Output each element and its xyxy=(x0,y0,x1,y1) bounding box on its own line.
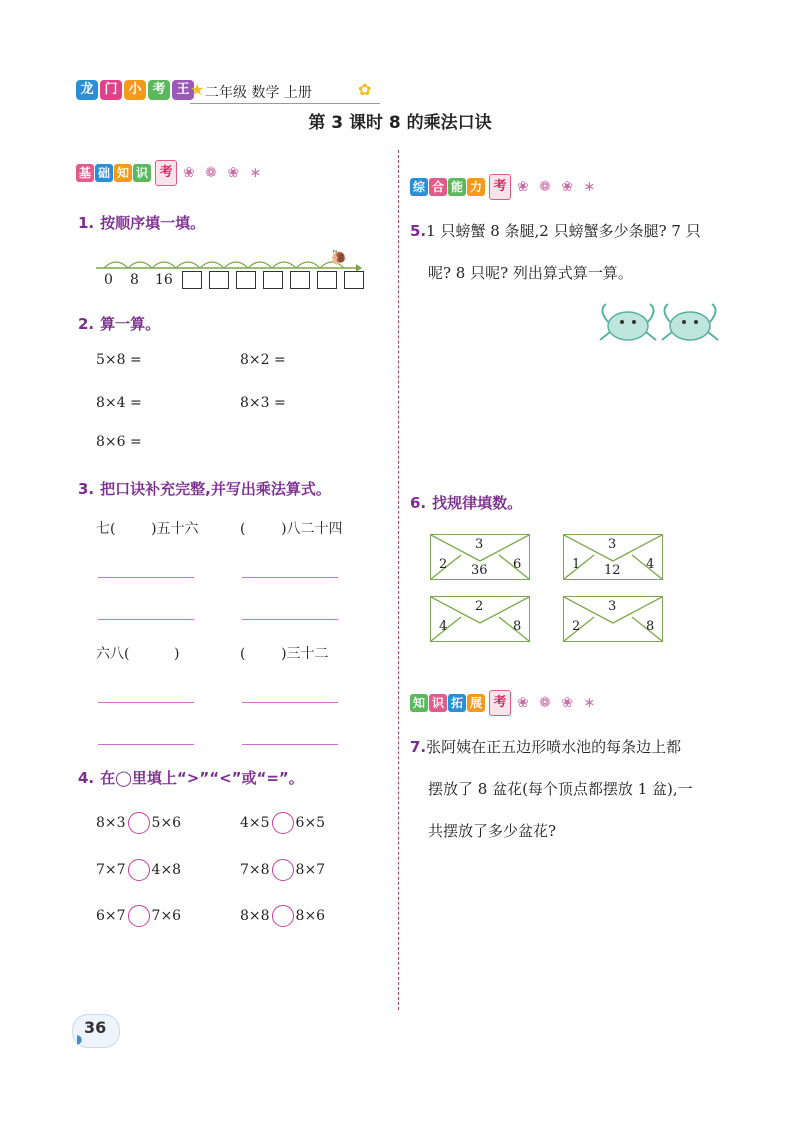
kao-badge: 考 xyxy=(155,160,177,186)
envelope-center: 12 xyxy=(604,563,621,578)
right-expr: 4×8 xyxy=(151,862,182,878)
answer-line[interactable] xyxy=(242,702,338,703)
envelope-top: 2 xyxy=(475,599,484,614)
right-expr: 7×6 xyxy=(151,908,182,924)
section-badge-zonghe xyxy=(410,174,598,200)
number-label: 16 xyxy=(155,272,173,288)
question-number: 3. xyxy=(78,480,95,498)
question-text: 把口诀补充完整,并写出乘法算式。 xyxy=(100,480,331,498)
header-underline xyxy=(190,103,380,104)
badge-char: 基 xyxy=(76,164,94,182)
expression: 8×6 = xyxy=(96,434,142,450)
question-number: 7. xyxy=(410,738,427,756)
question-5-line: 呢? 8 只呢? 列出算式算一算。 xyxy=(428,264,633,282)
section-badge-zhishi xyxy=(410,690,598,716)
section-badge-jichu xyxy=(76,160,264,186)
compare-circle[interactable] xyxy=(128,859,150,881)
left-expr: 8×3 xyxy=(96,815,126,831)
answer-line[interactable] xyxy=(98,619,194,620)
badge-char: 识 xyxy=(133,164,151,182)
answer-box[interactable] xyxy=(344,271,364,289)
compare-row xyxy=(240,859,325,881)
column-divider xyxy=(398,150,399,1010)
compare-circle[interactable] xyxy=(272,905,294,927)
compare-circle[interactable] xyxy=(272,812,294,834)
expression: 8×2 = xyxy=(240,352,286,368)
rhyme-item: 六八( ) xyxy=(96,646,180,662)
question-5-line xyxy=(410,220,701,241)
brand-char: 考 xyxy=(148,80,170,100)
butterfly-icon: ✿ xyxy=(358,80,372,99)
star-icon: ★ xyxy=(190,80,205,99)
left-expr: 8×8 xyxy=(240,908,270,924)
envelope-top: 3 xyxy=(608,537,617,552)
envelope-center: 36 xyxy=(471,563,488,578)
question-4-heading xyxy=(78,767,304,788)
compare-row xyxy=(240,812,325,834)
expression: 8×3 = xyxy=(240,395,286,411)
crab-illustration xyxy=(596,298,724,346)
badge-char: 识 xyxy=(429,694,447,712)
question-text: 1 只螃蟹 8 条腿,2 只螃蟹多少条腿? 7 只 xyxy=(426,222,701,240)
compare-circle[interactable] xyxy=(128,812,150,834)
butterfly-icon: ❀ ❁ ❀ ∗ xyxy=(517,179,599,195)
answer-line[interactable] xyxy=(242,744,338,745)
butterfly-icon: ❀ ❁ ❀ ∗ xyxy=(517,695,599,711)
badge-char: 拓 xyxy=(448,694,466,712)
right-expr: 8×6 xyxy=(295,908,326,924)
butterfly-icon: ❀ ❁ ❀ ∗ xyxy=(183,165,265,181)
badge-char: 知 xyxy=(114,164,132,182)
compare-circle[interactable] xyxy=(128,905,150,927)
brand-char: 小 xyxy=(124,80,146,100)
answer-box[interactable] xyxy=(317,271,337,289)
rhyme-item: ( )八二十四 xyxy=(240,521,343,537)
envelope-top: 3 xyxy=(475,537,484,552)
right-expr: 6×5 xyxy=(295,815,326,831)
page-number: 36 xyxy=(84,1018,107,1037)
question-number: 2. xyxy=(78,315,95,333)
question-2-heading xyxy=(78,313,160,334)
badge-char: 知 xyxy=(410,694,428,712)
answer-box[interactable] xyxy=(182,271,202,289)
envelope-right: 8 xyxy=(646,619,655,634)
badge-char: 展 xyxy=(467,694,485,712)
question-number: 6. xyxy=(410,494,427,512)
brand-char: 龙 xyxy=(76,80,98,100)
answer-box[interactable] xyxy=(209,271,229,289)
brand-logo xyxy=(76,80,194,100)
question-text: 张阿姨在正五边形喷水池的每条边上都 xyxy=(426,738,682,756)
left-expr: 4×5 xyxy=(240,815,270,831)
answer-box[interactable] xyxy=(290,271,310,289)
question-text: 算一算。 xyxy=(100,315,161,333)
brand-char: 门 xyxy=(100,80,122,100)
question-text: 找规律填数。 xyxy=(432,494,523,512)
answer-line[interactable] xyxy=(242,619,338,620)
envelope-right: 4 xyxy=(646,557,655,572)
brand-char: 王 xyxy=(172,80,194,100)
badge-char: 合 xyxy=(429,178,447,196)
question-number: 5. xyxy=(410,222,427,240)
snail-icon: 🐌 xyxy=(330,250,348,266)
expression: 8×4 = xyxy=(96,395,142,411)
badge-char: 力 xyxy=(467,178,485,196)
compare-circle[interactable] xyxy=(272,859,294,881)
badge-char: 综 xyxy=(410,178,428,196)
envelope-figure xyxy=(430,596,530,642)
expression: 5×8 = xyxy=(96,352,142,368)
answer-line[interactable] xyxy=(242,577,338,578)
question-6-heading xyxy=(410,492,522,513)
kao-badge: 考 xyxy=(489,690,511,716)
answer-line[interactable] xyxy=(98,744,194,745)
question-7-line: 共摆放了多少盆花? xyxy=(428,822,557,840)
compare-row xyxy=(96,812,181,834)
answer-boxes xyxy=(182,271,371,293)
envelope-right: 6 xyxy=(513,557,522,572)
kao-badge: 考 xyxy=(489,174,511,200)
question-text: 在◯里填上“>”“<”或“=”。 xyxy=(100,769,304,787)
envelope-top: 3 xyxy=(608,599,617,614)
compare-row xyxy=(96,859,181,881)
number-line xyxy=(94,252,364,272)
envelope-figure xyxy=(563,534,663,580)
question-1-heading xyxy=(78,212,205,233)
badge-char: 础 xyxy=(95,164,113,182)
number-label: 8 xyxy=(130,272,139,288)
right-expr: 8×7 xyxy=(295,862,326,878)
left-expr: 7×8 xyxy=(240,862,270,878)
answer-line[interactable] xyxy=(98,577,194,578)
badge-char: 能 xyxy=(448,178,466,196)
question-3-heading xyxy=(78,478,331,499)
answer-box[interactable] xyxy=(263,271,283,289)
right-expr: 5×6 xyxy=(151,815,182,831)
left-expr: 7×7 xyxy=(96,862,126,878)
question-7-line xyxy=(410,736,681,757)
question-text: 按顺序填一填。 xyxy=(100,214,206,232)
question-7-line: 摆放了 8 盆花(每个顶点都摆放 1 盆),一 xyxy=(428,780,693,798)
envelope-left: 2 xyxy=(572,619,581,634)
compare-row xyxy=(240,905,325,927)
book-subtitle: 二年级 数学 上册 xyxy=(205,85,312,101)
rhyme-item: ( )三十二 xyxy=(240,646,329,662)
compare-row xyxy=(96,905,181,927)
question-number: 4. xyxy=(78,769,95,787)
question-number: 1. xyxy=(78,214,95,232)
envelope-figure xyxy=(563,596,663,642)
page-title: 第 3 课时 8 的乘法口诀 xyxy=(308,113,492,133)
envelope-left: 1 xyxy=(572,557,581,572)
envelope-right: 8 xyxy=(513,619,522,634)
answer-line[interactable] xyxy=(98,702,194,703)
rhyme-item: 七( )五十六 xyxy=(96,521,199,537)
left-expr: 6×7 xyxy=(96,908,126,924)
envelope-left: 2 xyxy=(439,557,448,572)
answer-box[interactable] xyxy=(236,271,256,289)
envelope-left: 4 xyxy=(439,619,448,634)
envelope-figure xyxy=(430,534,530,580)
number-label: 0 xyxy=(104,272,113,288)
whale-icon: ◗ xyxy=(76,1032,83,1046)
